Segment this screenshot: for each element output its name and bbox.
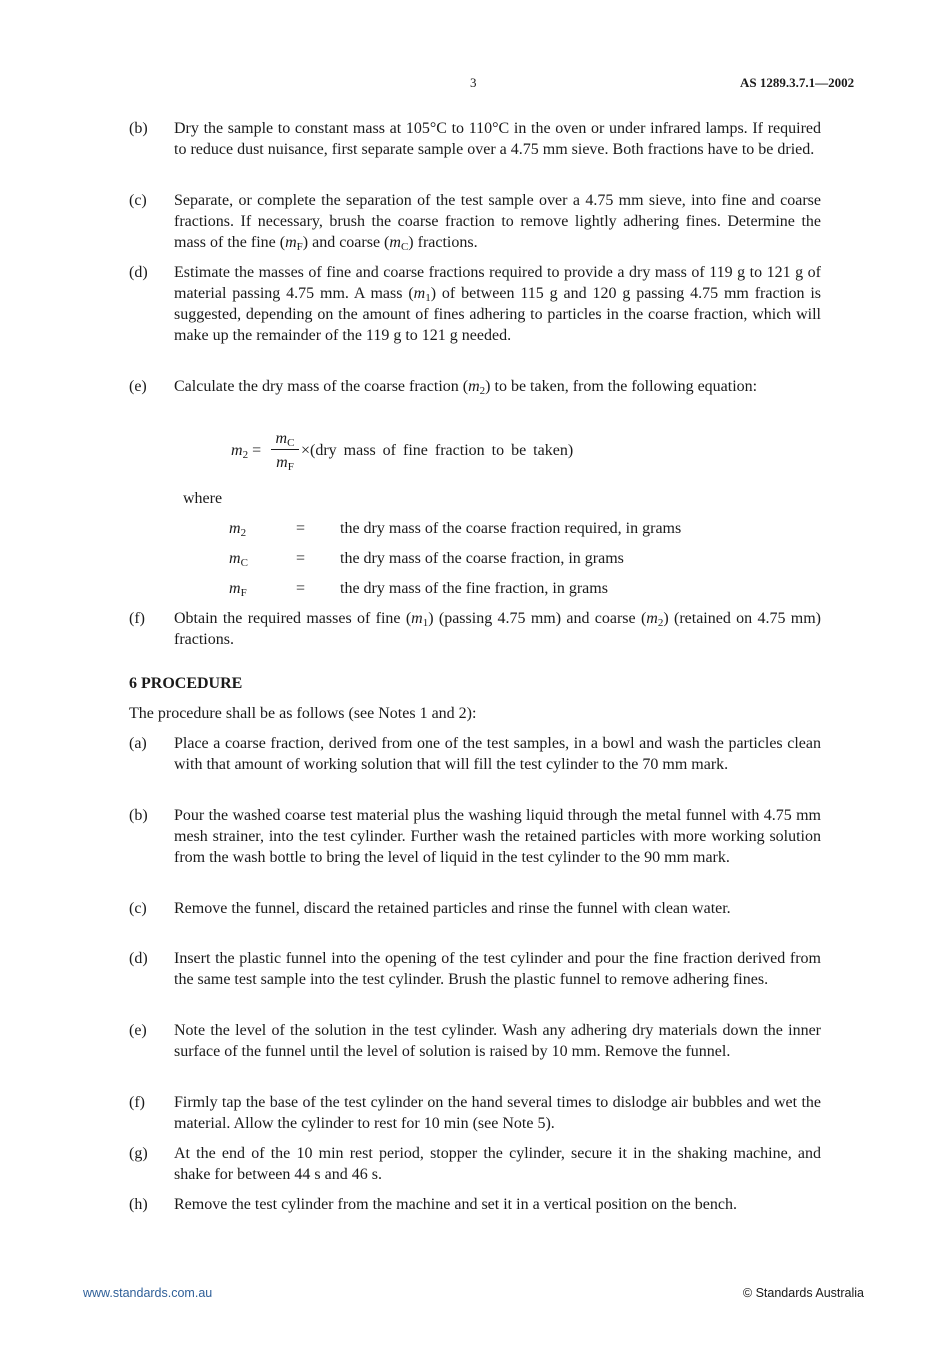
list-item-prep-d	[129, 262, 821, 346]
definition-equals: =	[296, 550, 306, 567]
item-text: Remove the test cylinder from the machine and set it in a vertical position on the bench.	[174, 1196, 737, 1213]
item-text: Pour the washed coarse test material plus the washing liquid through the metal funnel with 4.75 mm mesh strainer, into the test cylinder. Further wash the retained particles with more working solution from the wash bottle to bring the level of liquid in the test cylinder to the 90 mm mark.	[174, 807, 821, 866]
list-item-procedure-b	[129, 805, 821, 868]
where-label: where	[183, 490, 223, 507]
definition-symbol: $m_C$	[229, 550, 248, 569]
equation-fraction	[271, 428, 299, 473]
item-text: Dry the sample to constant mass at 105°C to 110°C in the oven or under infrared lamps. If required to reduce dust nuisance, first separate sample over a 4.75 mm sieve. Both fractions have to be dried.	[174, 120, 821, 158]
footer-copyright: © Standards Australia	[742, 1286, 864, 1300]
definition-equals: =	[296, 580, 306, 597]
definition-equals: =	[296, 520, 306, 537]
definition-text: the dry mass of the coarse fraction, in grams	[340, 550, 624, 567]
item-text: At the end of the 10 min rest period, stopper the cylinder, secure it in the shaking machine, and shake for between 44 s and 46 s.	[174, 1145, 821, 1183]
list-item-procedure-h	[129, 1194, 821, 1215]
item-text: Separate, or complete the separation of the test sample over a 4.75 mm sieve, into fine and coarse fractions. If necessary, brush the coarse fraction to remove lightly adhering fines. Determine the mass of the fine $(m_F)$ and coarse $(m_C)$ fractions.	[174, 192, 821, 253]
list-item-prep-f	[129, 608, 821, 650]
item-label: (b)	[129, 807, 148, 824]
item-label: (d)	[129, 950, 148, 967]
footer-website-link[interactable]: www.standards.com.au	[83, 1286, 213, 1300]
list-item-procedure-a	[129, 733, 821, 775]
definition-text: the dry mass of the coarse fraction required, in grams	[340, 520, 682, 537]
item-text: Firmly tap the base of the test cylinder on the hand several times to dislodge air bubbles and wet the material. Allow the cylinder to rest for 10 min (see Note 5).	[174, 1094, 821, 1132]
definition-text: the dry mass of the fine fraction, in grams	[340, 580, 608, 597]
item-text: Calculate the dry mass of the coarse fraction $(m_2)$ to be taken, from the following equation:	[174, 378, 758, 397]
list-item-procedure-f	[129, 1092, 821, 1134]
item-label: (f)	[129, 610, 145, 627]
list-item-prep-b	[129, 118, 821, 160]
item-text: Remove the funnel, discard the retained particles and rinse the funnel with clean water.	[174, 900, 731, 917]
equation-lhs: $m_2$ =	[231, 442, 262, 461]
item-label: (c)	[129, 900, 147, 917]
equation-rhs: ×(dry mass of fine fraction to be taken)	[301, 442, 574, 459]
fraction-denominator: $m_F$	[276, 454, 294, 473]
item-label: (d)	[129, 264, 148, 281]
section-heading: 6 PROCEDURE	[129, 675, 243, 692]
item-label: (g)	[129, 1145, 148, 1162]
list-item-procedure-c	[129, 898, 821, 919]
list-item-procedure-e	[129, 1020, 821, 1062]
list-item-procedure-g	[129, 1143, 821, 1185]
definition-row	[229, 548, 789, 569]
equation	[231, 428, 651, 476]
section-intro: The procedure shall be as follows (see Notes 1 and 2):	[129, 705, 477, 722]
list-item-prep-c	[129, 190, 821, 253]
item-text: Insert the plastic funnel into the opening of the test cylinder and pour the fine fraction derived from the same test sample into the test cylinder. Brush the plastic funnel to remove adhering fines.	[174, 950, 821, 988]
list-item-procedure-d	[129, 948, 821, 990]
item-label: (e)	[129, 378, 147, 395]
list-item-prep-e	[129, 376, 821, 397]
definition-symbol: $m_2$	[229, 520, 247, 539]
item-label: (h)	[129, 1196, 148, 1213]
definition-row	[229, 578, 789, 599]
definition-symbol: $m_F$	[229, 580, 247, 599]
item-label: (c)	[129, 192, 147, 209]
item-text: Place a coarse fraction, derived from one of the test samples, in a bowl and wash the particles clean with that amount of working solution that will fill the test cylinder to the 70 mm mark.	[174, 735, 821, 773]
item-text: Estimate the masses of fine and coarse fractions required to provide a dry mass of 119 g to 121 g of material passing 4.75 mm. A mass $(m_1)$ of between 115 g and 120 g passing 4.75 mm fraction is suggested, depending on the amount of fines adhering to particles in the coarse fraction, which will make up the remainder of the 119 g to 121 g needed.	[174, 264, 822, 344]
page-number: 3	[470, 75, 477, 90]
item-text: Note the level of the solution in the test cylinder. Wash any adhering dry materials down the inner surface of the funnel until the level of solution is raised by 10 mm. Remove the funnel.	[174, 1022, 821, 1060]
item-text: Obtain the required masses of fine $(m_1)$ (passing 4.75 mm) and coarse $(m_2)$ (retained on 4.75 mm) fractions.	[174, 610, 821, 648]
item-label: (f)	[129, 1094, 145, 1111]
definition-row	[229, 518, 789, 539]
item-label: (b)	[129, 120, 148, 137]
fraction-numerator: $m_C$	[275, 430, 295, 449]
standard-number: AS 1289.3.7.1—2002	[740, 75, 855, 90]
fraction-bar	[271, 449, 299, 450]
item-label: (e)	[129, 1022, 147, 1039]
item-label: (a)	[129, 735, 147, 752]
